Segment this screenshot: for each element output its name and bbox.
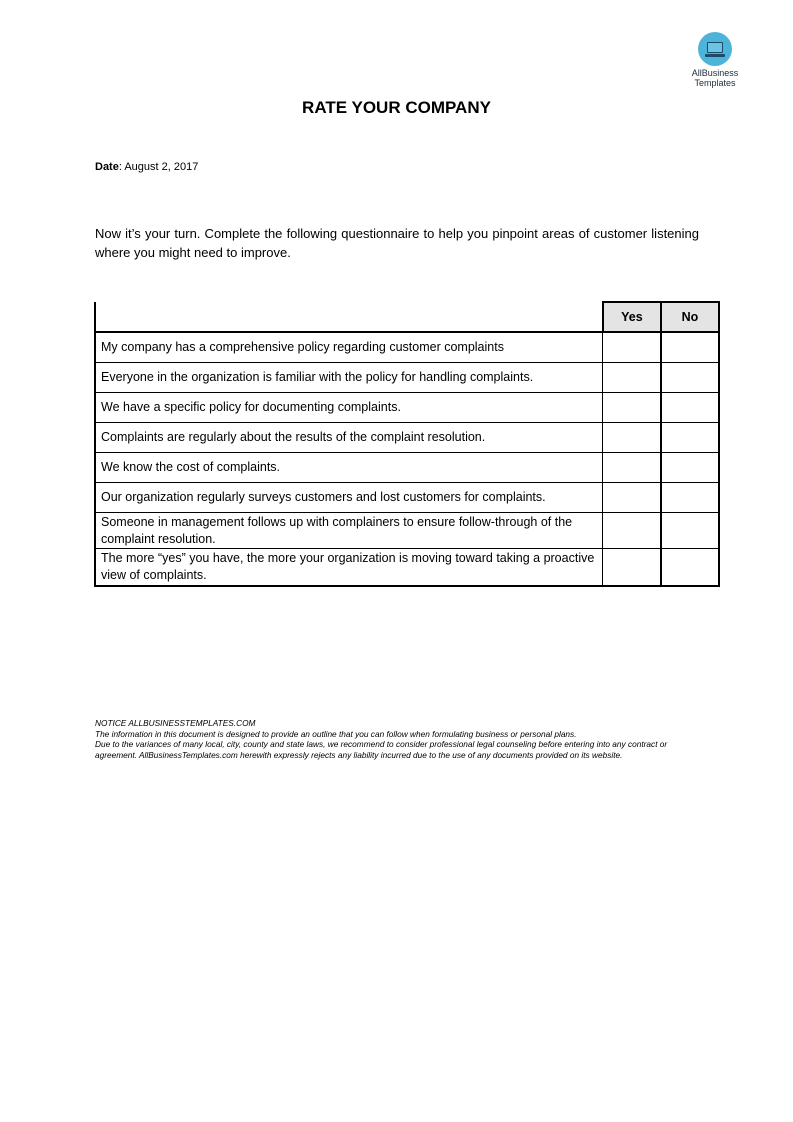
header-row <box>95 302 719 332</box>
no-checkbox-cell[interactable] <box>661 332 719 363</box>
question-cell: We have a specific policy for documenting complaints. <box>95 393 603 423</box>
question-cell: My company has a comprehensive policy regarding customer complaints <box>95 332 603 363</box>
intro-paragraph: Now it’s your turn. Complete the following questionnaire to help you pinpoint areas of customer listening where you might need to improve. <box>95 226 699 260</box>
table-row <box>95 332 719 363</box>
yes-checkbox-cell[interactable] <box>603 332 661 363</box>
date-label: Date <box>95 161 119 173</box>
notice-line1: The information in this document is designed to provide an outline that you can follow when formulating business or personal plans. <box>95 728 577 739</box>
no-checkbox-cell[interactable] <box>661 393 719 423</box>
logo-line2: Templates <box>694 78 736 88</box>
header-blank-cell <box>95 302 603 332</box>
question-cell: Complaints are regularly about the results of the complaint resolution. <box>95 423 603 453</box>
table-row <box>95 423 719 453</box>
notice-line2: Due to the variances of many local, city, county and state laws, we recommend to consider professional legal counseling before entering into any contract or agreement. AllBusinessTemplates.com herewith expressly rejects any liability incurred due to the use of any documents provided on its website. <box>95 739 668 760</box>
allbusiness-logo <box>690 32 740 88</box>
yes-checkbox-cell[interactable] <box>603 453 661 483</box>
table-row <box>95 393 719 423</box>
date-value: : August 2, 2017 <box>118 161 199 173</box>
table-row <box>95 453 719 483</box>
yes-checkbox-cell[interactable] <box>603 513 661 549</box>
table-row <box>95 549 719 587</box>
date-line <box>95 161 198 173</box>
yes-header: Yes <box>603 302 661 332</box>
yes-checkbox-cell[interactable] <box>603 363 661 393</box>
question-cell: Our organization regularly surveys customers and lost customers for complaints. <box>95 483 603 513</box>
question-cell: The more “yes” you have, the more your organization is moving toward taking a proactive view of complaints. <box>95 549 603 587</box>
no-checkbox-cell[interactable] <box>661 549 719 587</box>
table-row <box>95 363 719 393</box>
logo-text <box>684 68 746 88</box>
question-cell: Someone in management follows up with complainers to ensure follow-through of the complaint resolution. <box>95 513 603 549</box>
table-row <box>95 513 719 549</box>
laptop-icon <box>698 32 732 66</box>
yes-checkbox-cell[interactable] <box>603 423 661 453</box>
notice-heading: NOTICE ALLBUSINESSTEMPLATES.COM <box>95 718 256 728</box>
yes-checkbox-cell[interactable] <box>603 483 661 513</box>
no-header: No <box>661 302 719 332</box>
table-row <box>95 483 719 513</box>
yes-checkbox-cell[interactable] <box>603 393 661 423</box>
legal-notice <box>95 718 705 760</box>
no-checkbox-cell[interactable] <box>661 513 719 549</box>
question-cell: We know the cost of complaints. <box>95 453 603 483</box>
logo-line1: AllBusiness <box>691 68 739 78</box>
no-checkbox-cell[interactable] <box>661 363 719 393</box>
no-checkbox-cell[interactable] <box>661 423 719 453</box>
questionnaire-table <box>94 301 720 587</box>
page-title: RATE YOUR COMPANY <box>302 98 491 117</box>
question-cell: Everyone in the organization is familiar with the policy for handling complaints. <box>95 363 603 393</box>
no-checkbox-cell[interactable] <box>661 453 719 483</box>
yes-checkbox-cell[interactable] <box>603 549 661 587</box>
no-checkbox-cell[interactable] <box>661 483 719 513</box>
